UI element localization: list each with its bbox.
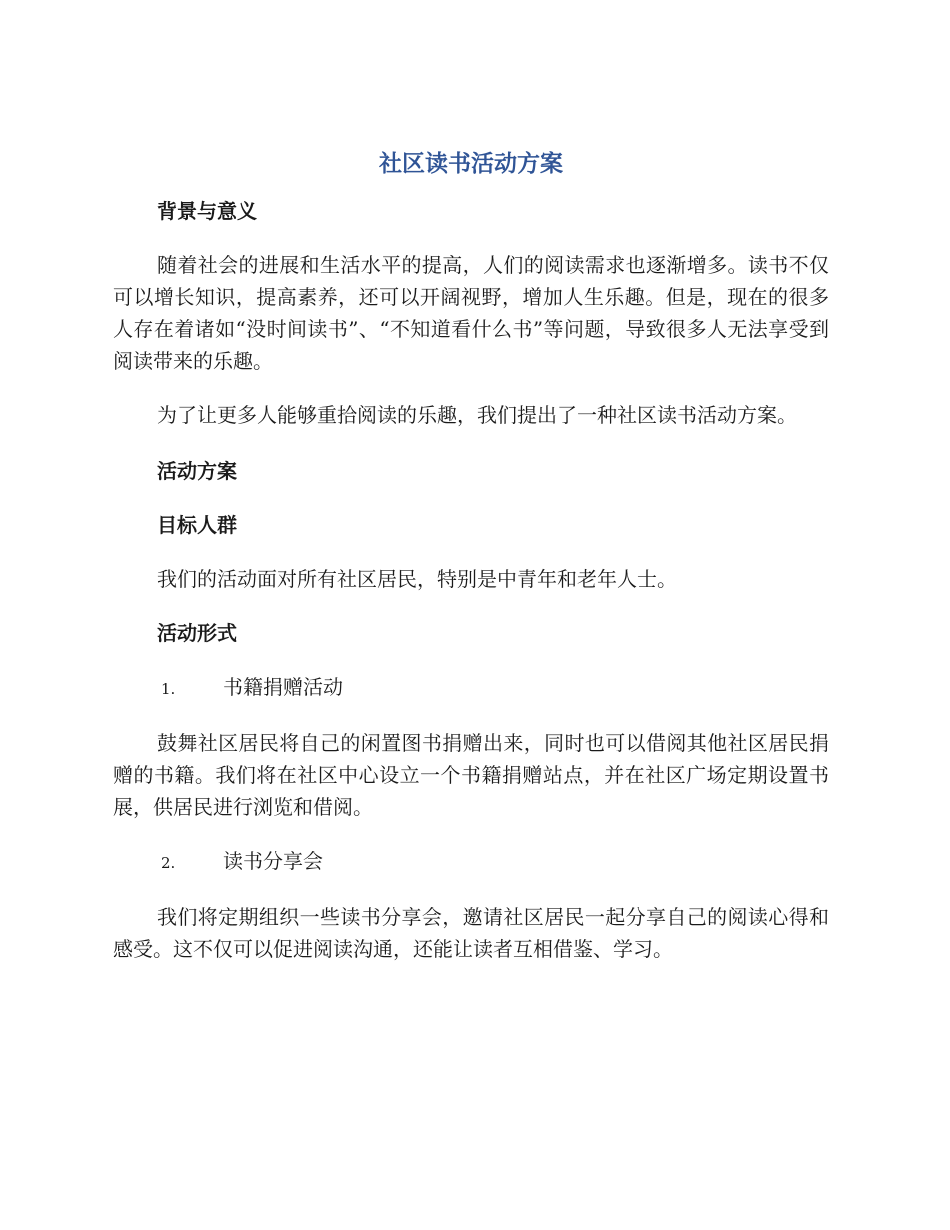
document-body xyxy=(113,145,829,965)
heading-form: 活动形式 xyxy=(157,621,237,645)
list-item-1 xyxy=(113,671,829,705)
spacer xyxy=(113,487,829,509)
list-item-title: 读书分享会 xyxy=(223,849,323,873)
spacer xyxy=(113,377,829,399)
paragraph-target: 我们的活动面对所有社区居民，特别是中青年和老年人士。 xyxy=(157,567,677,591)
spacer xyxy=(113,879,829,901)
spacer xyxy=(113,595,829,617)
paragraph-item-1: 鼓舞社区居民将自己的闲置图书捐赠出来，同时也可以借阅其他社区居民捐赠的书籍。我们将在社区中心设立一个书籍捐赠站点，并在社区广场定期设置书展，供居民进行浏览和借阅。 xyxy=(113,731,829,819)
spacer xyxy=(113,823,829,845)
spacer xyxy=(113,649,829,671)
spacer xyxy=(113,705,829,727)
list-number: 1. xyxy=(161,680,176,698)
spacer xyxy=(113,227,829,249)
paragraph-item-2: 我们将定期组织一些读书分享会，邀请社区居民一起分享自己的阅读心得和感受。这不仅可以促进阅读沟通，还能让读者互相借鉴、学习。 xyxy=(113,905,829,961)
list-item-2 xyxy=(113,845,829,879)
document-title: 社区读书活动方案 xyxy=(379,151,563,177)
paragraph-background-2: 为了让更多人能够重拾阅读的乐趣，我们提出了一种社区读书活动方案。 xyxy=(157,403,797,427)
list-number: 2. xyxy=(161,854,176,872)
heading-background: 背景与意义 xyxy=(157,199,257,223)
paragraph-background-1: 随着社会的进展和生活水平的提高，人们的阅读需求也逐渐增多。读书不仅可以增长知识，提高素养，还可以开阔视野，增加人生乐趣。但是，现在的很多人存在着诸如“没时间读书”、“不知道看什么书”等问题，导致很多人无法享受到阅读带来的乐趣。 xyxy=(113,253,829,373)
heading-plan: 活动方案 xyxy=(157,459,237,483)
heading-target: 目标人群 xyxy=(157,513,237,537)
list-item-title: 书籍捐赠活动 xyxy=(223,675,343,699)
spacer xyxy=(113,431,829,455)
spacer xyxy=(113,541,829,563)
